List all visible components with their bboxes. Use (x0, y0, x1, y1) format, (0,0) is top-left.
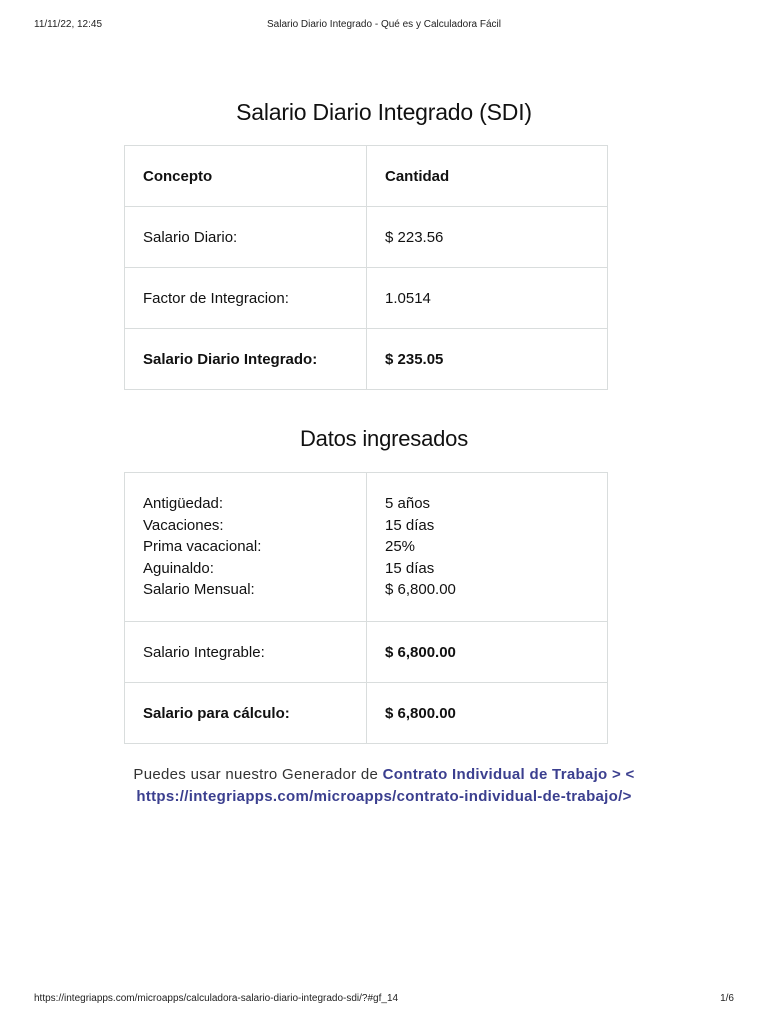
row-value-sdi: $ 235.05 (367, 329, 608, 390)
print-url: https://integriapps.com/microapps/calculadora-salario-diario-integrado-sdi/?#gf_14 (34, 993, 399, 1004)
print-page-title: Salario Diario Integrado - Qué es y Calculadora Fácil (267, 19, 501, 30)
contrato-link-text[interactable]: Contrato Individual de Trabajo > < (382, 766, 635, 783)
row-label-factor: Factor de Integracion: (125, 268, 367, 329)
detail-label-aguinaldo: Aguinaldo: (143, 559, 214, 577)
print-date: 11/11/22, 12:45 (34, 19, 103, 30)
table-row (125, 268, 608, 329)
table-row (125, 207, 608, 268)
page-title: Salario Diario Integrado (SDI) (236, 99, 532, 125)
details-values (367, 473, 608, 622)
table-row (125, 473, 608, 622)
header-cantidad: Cantidad (367, 146, 608, 207)
row-label-calculo: Salario para cálculo: (125, 683, 367, 744)
detail-value-prima: 25% (385, 538, 416, 556)
table-row (125, 329, 608, 390)
details-labels (125, 473, 367, 622)
sdi-result-table (124, 145, 608, 390)
contrato-link-url[interactable]: https://integriapps.com/microapps/contrato-individual-de-trabajo/> (136, 788, 632, 805)
table-header-row (125, 146, 608, 207)
row-label-integrable: Salario Integrable: (125, 622, 367, 683)
detail-value-antiguedad: 5 años (385, 495, 431, 513)
datos-ingresados-table (124, 472, 608, 744)
print-header (34, 18, 734, 32)
generator-promo-text (0, 764, 768, 808)
row-value-salario-diario: $ 223.56 (367, 207, 608, 268)
row-label-sdi: Salario Diario Integrado: (125, 329, 367, 390)
row-value-integrable: $ 6,800.00 (367, 622, 608, 683)
datos-section-title: Datos ingresados (299, 426, 468, 451)
detail-value-vacaciones: 15 días (385, 516, 435, 534)
row-value-calculo: $ 6,800.00 (367, 683, 608, 744)
detail-label-antiguedad: Antigüedad: (143, 495, 224, 513)
table-row (125, 683, 608, 744)
table-row (125, 622, 608, 683)
row-label-salario-diario: Salario Diario: (125, 207, 367, 268)
row-value-factor: 1.0514 (367, 268, 608, 329)
detail-value-salario-mensual: $ 6,800.00 (385, 581, 456, 599)
header-concepto: Concepto (125, 146, 367, 207)
detail-label-prima: Prima vacacional: (143, 538, 262, 556)
detail-label-salario-mensual: Salario Mensual: (143, 581, 255, 599)
page-number: 1/6 (720, 993, 734, 1004)
detail-label-vacaciones: Vacaciones: (143, 516, 224, 534)
promo-prefix: Puedes usar nuestro Generador de (133, 766, 379, 783)
print-footer (34, 992, 734, 1006)
detail-value-aguinaldo: 15 días (385, 559, 435, 577)
